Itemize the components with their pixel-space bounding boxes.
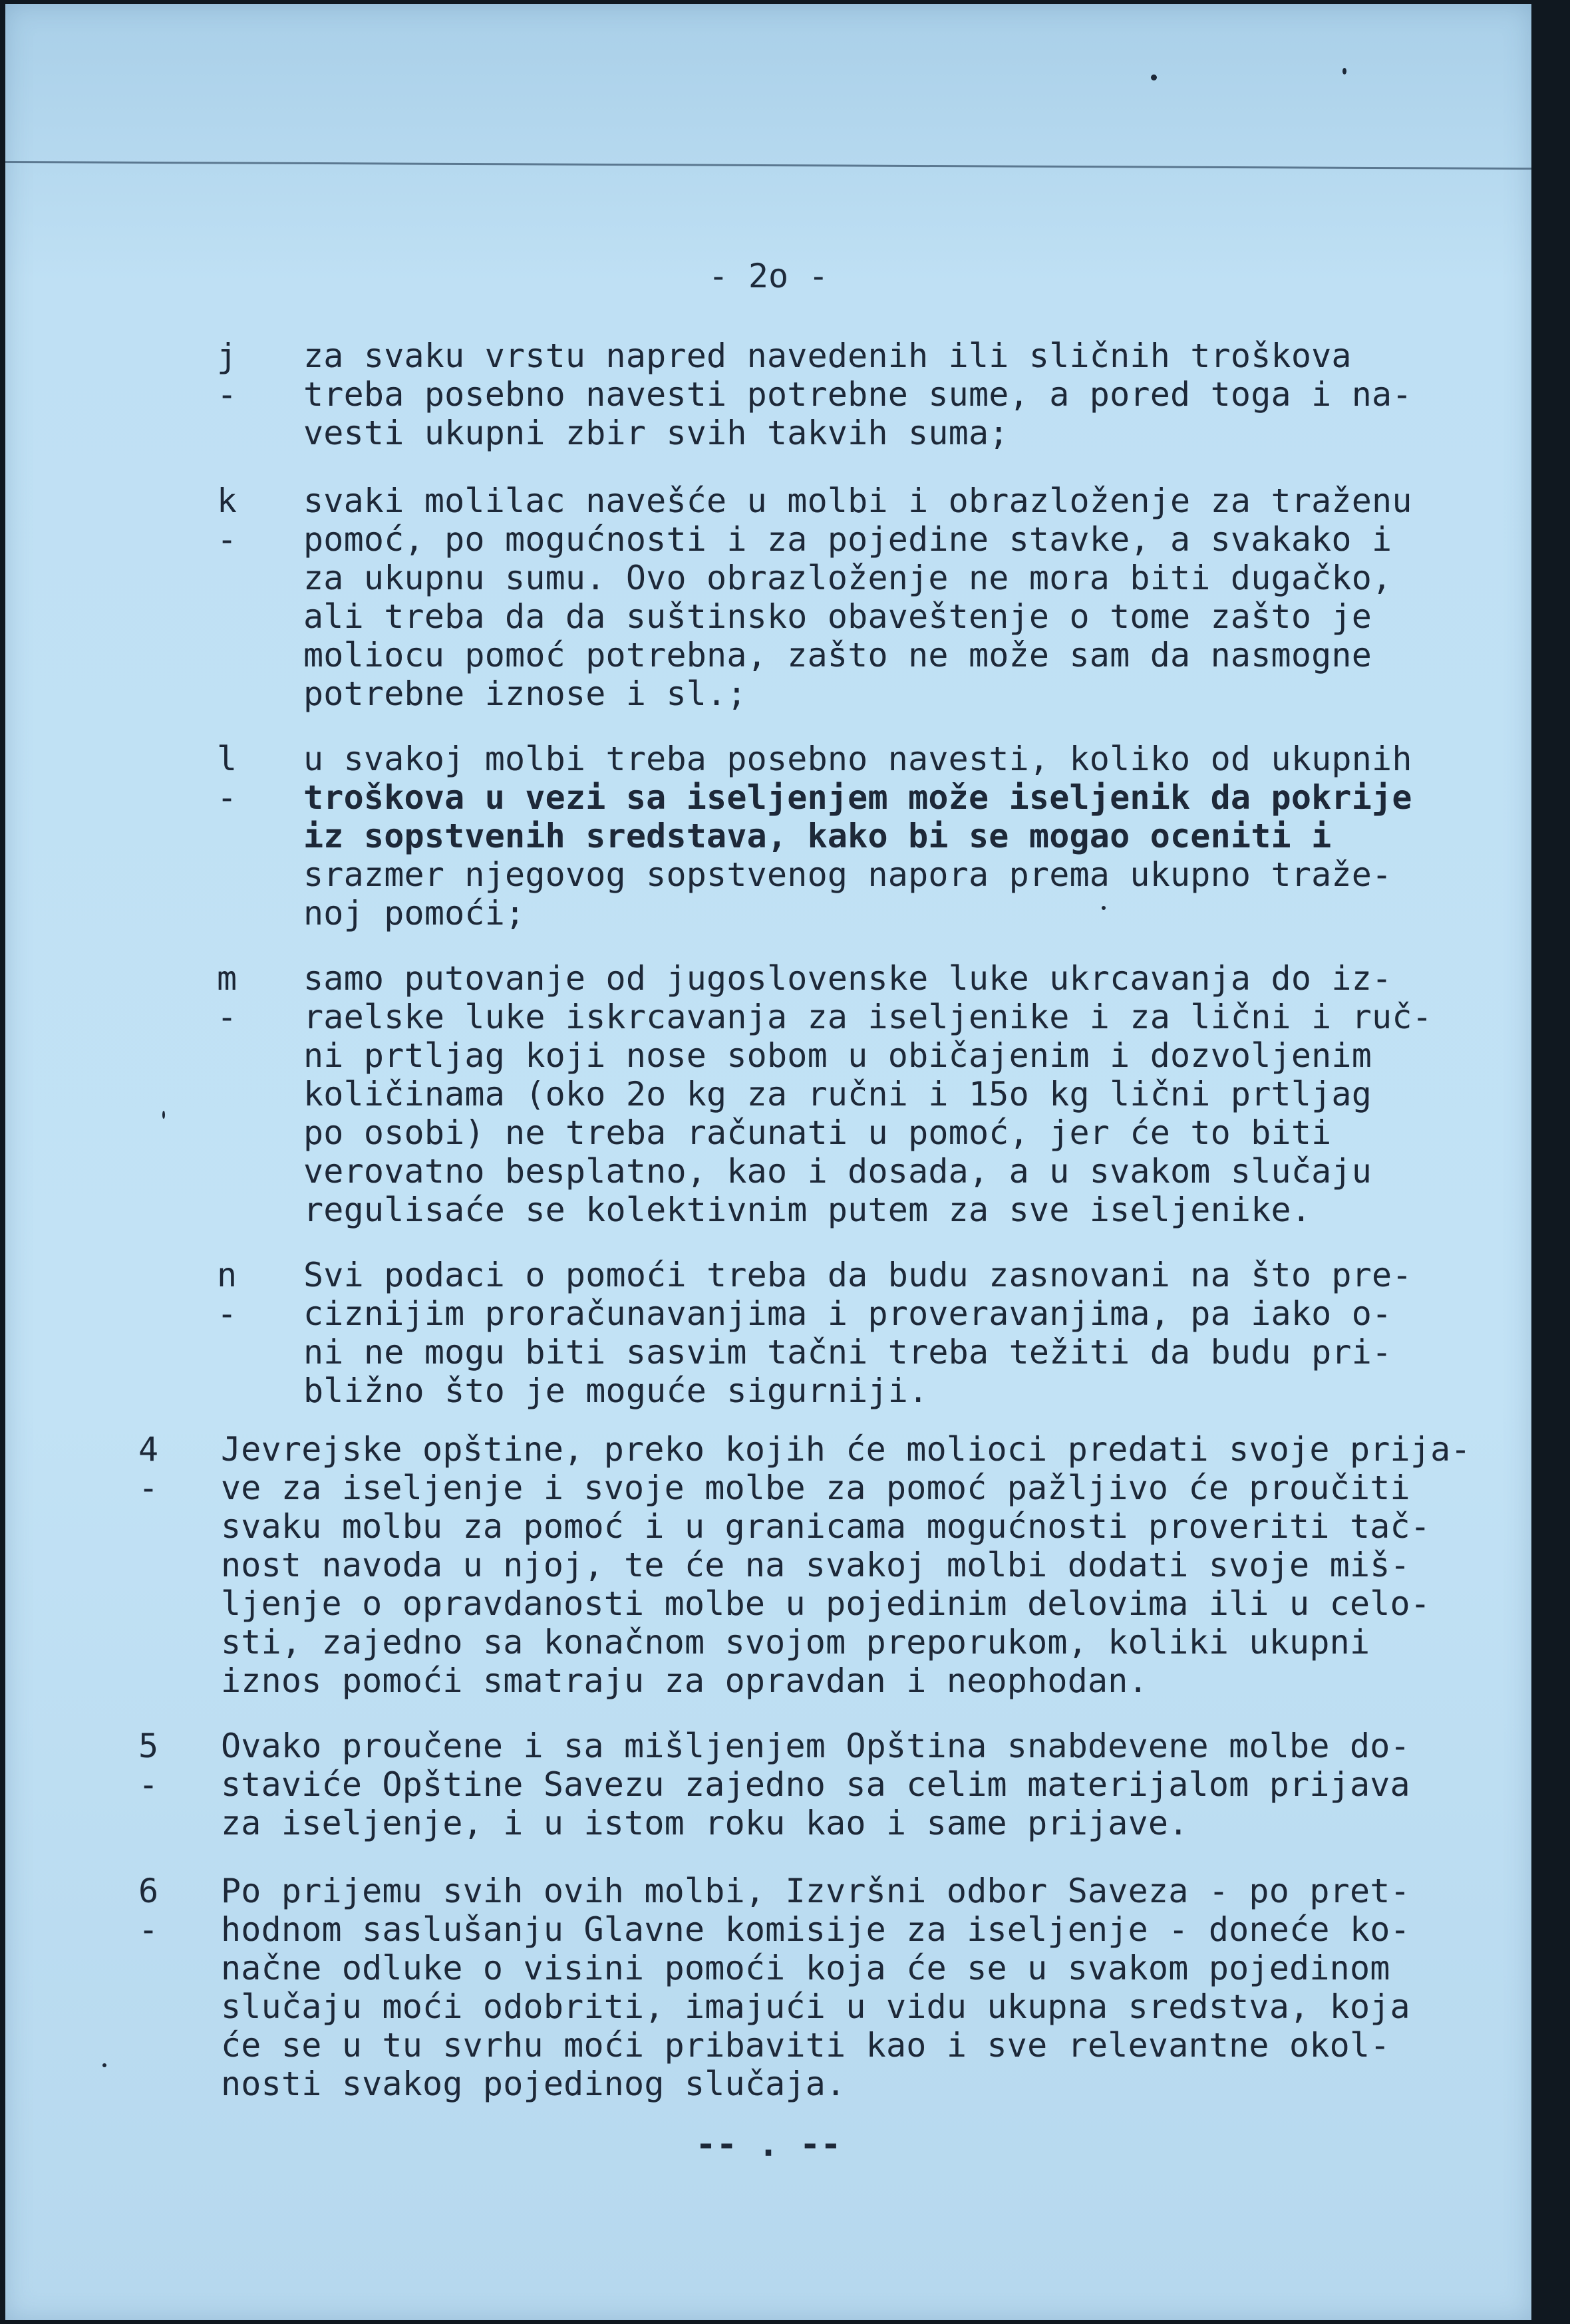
text-line: moliocu pomoć potrebna, zašto ne može sam da nasmogne	[303, 636, 1372, 674]
text-line: Po prijemu svih ovih molbi, Izvršni odbor Saveza - po pret-	[221, 1872, 1410, 1910]
text-line: nosti svakog pojedinog slučaja.	[221, 2065, 846, 2103]
ink-speck	[102, 2063, 106, 2067]
fold-line	[5, 161, 1531, 170]
text-line: raelske luke iskrcavanja za iseljenike i za lični i ruč-	[303, 998, 1432, 1036]
text-line: u svakoj molbi treba posebno navesti, koliko od ukupnih	[303, 740, 1412, 778]
text-line: nost navoda u njoj, te će na svakoj molbi dodati svoje miš-	[221, 1546, 1410, 1584]
text-line: Ovako proučene i sa mišljenjem Opština snabdevene molbe do-	[221, 1727, 1410, 1765]
text-line: količinama (oko 2o kg za ručni i 15o kg lični prtljag	[303, 1075, 1372, 1113]
text-line: ali treba da da suštinsko obaveštenje o tome zašto je	[303, 597, 1372, 636]
text-line: za ukupnu sumu. Ovo obrazloženje ne mora biti dugačko,	[303, 559, 1392, 597]
text-line: staviće Opštine Savezu zajedno sa celim materijalom prijava	[221, 1765, 1410, 1804]
item-label: l -	[217, 740, 237, 817]
item-label: k -	[217, 482, 237, 559]
text-line: ni ne mogu biti sasvim tačni treba težiti da budu pri-	[303, 1333, 1392, 1372]
text-line: troškova u vezi sa iseljenjem može iseljenik da pokrije	[303, 778, 1412, 817]
text-line: ciznijim proračunavanjima i proveravanjima, pa iako o-	[303, 1294, 1392, 1333]
item-label: m -	[217, 959, 237, 1036]
text-line: bližno što je moguće sigurniji.	[303, 1372, 929, 1410]
ink-speck	[1151, 74, 1157, 80]
text-line: sti, zajedno sa konačnom svojom preporukom, koliki ukupni	[221, 1623, 1370, 1662]
text-line: samo putovanje od jugoslovenske luke ukrcavanja do iz-	[303, 959, 1392, 998]
text-line: Svi podaci o pomoći treba da budu zasnovani na što pre-	[303, 1256, 1412, 1294]
text-line: ljenje o opravdanosti molbe u pojedinim delovima ili u celo-	[221, 1584, 1431, 1623]
section-label: 4 -	[138, 1430, 159, 1507]
text-line: svaku molbu za pomoć i u granicama mogućnosti proveriti tač-	[221, 1507, 1431, 1546]
section-label: 5 -	[138, 1727, 159, 1804]
ink-speck	[162, 1111, 165, 1119]
text-line: ve za iseljenje i svoje molbe za pomoć pažljivo će proučiti	[221, 1469, 1410, 1507]
text-line: ni prtljag koji nose sobom u običajenim i dozvoljenim	[303, 1036, 1372, 1075]
text-line: regulisaće se kolektivnim putem za sve iseljenike.	[303, 1191, 1312, 1229]
page-number: - 2o -	[708, 257, 829, 295]
text-line: iznos pomoći smatraju za opravdan i neophodan.	[221, 1662, 1148, 1700]
text-line: će se u tu svrhu moći pribaviti kao i sve relevantne okol-	[221, 2026, 1390, 2065]
text-line: verovatno besplatno, kao i dosada, a u svakom slučaju	[303, 1152, 1372, 1191]
item-label: j -	[217, 337, 237, 414]
text-line: treba posebno navesti potrebne sume, a pored toga i na-	[303, 375, 1412, 414]
text-line: potrebne iznose i sl.;	[303, 674, 747, 713]
ink-speck	[1342, 68, 1346, 74]
text-line: noj pomoći;	[303, 894, 526, 933]
end-mark: -- . --	[695, 2124, 842, 2164]
text-line: srazmer njegovog sopstvenog napora prema ukupno traže-	[303, 855, 1392, 894]
text-line: po osobi) ne treba računati u pomoć, jer će to biti	[303, 1113, 1332, 1152]
text-line: pomoć, po mogućnosti i za pojedine stavke, a svakako i	[303, 520, 1392, 559]
text-line: iz sopstvenih sredstava, kako bi se mogao oceniti i	[303, 817, 1332, 855]
document-page	[5, 4, 1531, 2320]
text-line: načne odluke o visini pomoći koja će se u svakom pojedinom	[221, 1949, 1390, 1987]
text-line: hodnom saslušanju Glavne komisije za iseljenje - doneće ko-	[221, 1910, 1410, 1949]
ink-speck	[1102, 906, 1106, 910]
text-line: Jevrejske opštine, preko kojih će molioci predati svoje prija-	[221, 1430, 1471, 1469]
item-label: n -	[217, 1256, 237, 1333]
text-line: za svaku vrstu napred navedenih ili sličnih troškova	[303, 337, 1352, 375]
text-line: vesti ukupni zbir svih takvih suma;	[303, 414, 1009, 452]
text-line: slučaju moći odobriti, imajući u vidu ukupna sredstva, koja	[221, 1987, 1410, 2026]
text-line: svaki molilac navešće u molbi i obrazloženje za traženu	[303, 482, 1412, 520]
text-line: za iseljenje, i u istom roku kao i same prijave.	[221, 1804, 1189, 1842]
section-label: 6 -	[138, 1872, 159, 1949]
